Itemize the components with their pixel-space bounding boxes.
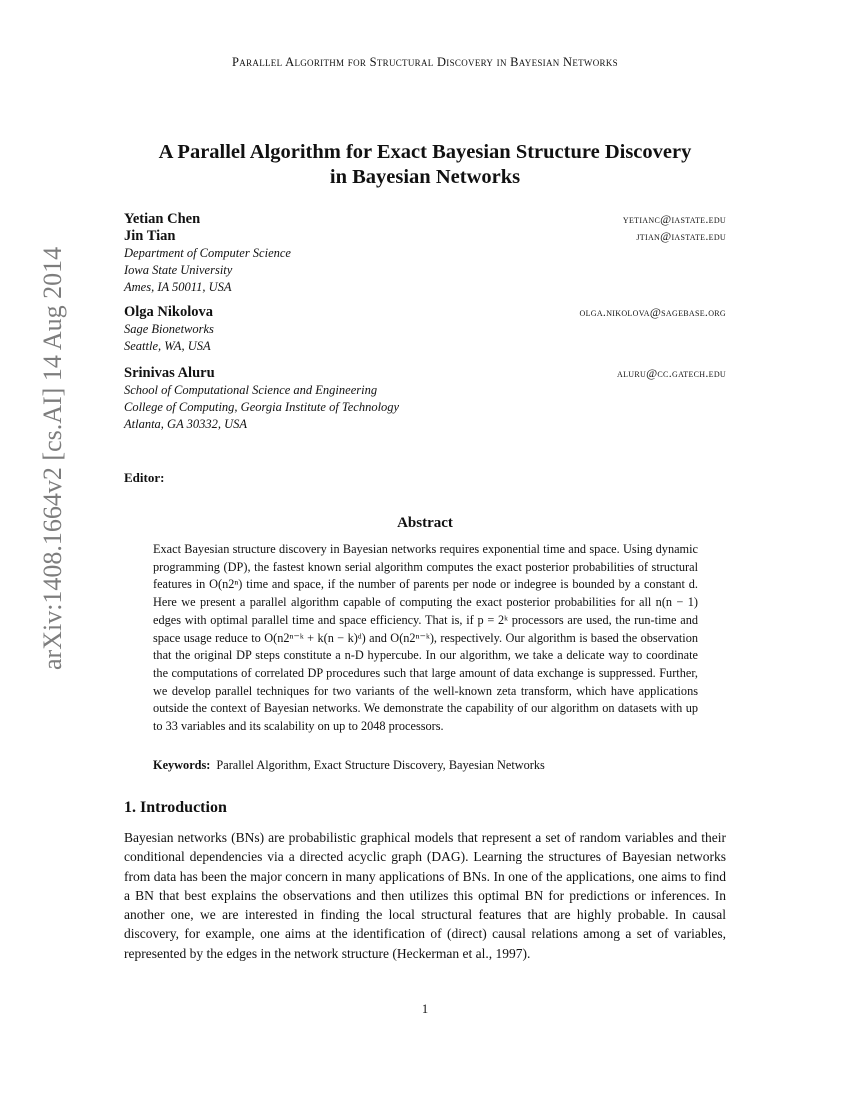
title-line-2: in Bayesian Networks	[329, 166, 521, 188]
affiliation-line: Seattle, WA, USA	[124, 339, 211, 353]
author-email[interactable]: olga.nikolova@sagebase.org	[579, 305, 726, 319]
author-group-gatech	[124, 365, 726, 433]
author-group-sage	[124, 304, 726, 355]
author-email[interactable]: jtian@iastate.edu	[636, 229, 726, 243]
affiliation-line: Atlanta, GA 30332, USA	[124, 417, 248, 431]
author-name: Olga Nikolova	[124, 304, 214, 320]
running-head: Parallel Algorithm for Structural Discovery in Bayesian Networks	[232, 55, 618, 69]
affiliation-line: College of Computing, Georgia Institute of Technology	[124, 400, 400, 414]
author-email[interactable]: yetianc@iastate.edu	[622, 212, 726, 226]
affiliation-line: Department of Computer Science	[124, 246, 291, 260]
affiliation-line: Ames, IA 50011, USA	[124, 280, 232, 294]
keywords-label: Keywords:	[153, 758, 211, 772]
author-name: Srinivas Aluru	[124, 365, 215, 381]
keywords	[153, 758, 698, 773]
page-number: 1	[421, 1002, 429, 1016]
affiliation-line: Iowa State University	[124, 263, 233, 277]
abstract-text: Exact Bayesian structure discovery in Bayesian networks requires exponential time and space. Using dynamic programming (DP), the fastest known serial algorithm computes the exact posterior probabilities of structural features in O(n2ⁿ) time and space, if the number of parents per node or indegree is bounded by a constant d. Here we present a parallel algorithm capable of computing the exact posterior probabilities for all n(n − 1) edges with optimal parallel time and space efficiency. That is, if p = 2ᵏ processors are used, the run-time and space usage reduce to O(n2ⁿ⁻ᵏ + k(n − k)ᵈ) and O(n2ⁿ⁻ᵏ), respectively. Our algorithm is based the observation that the original DP steps constitute a n-D hypercube. In our algorithm, we take a delicate way to coordinate the computations of correlated DP procedures such that large amount of data exchange is suppressed. Further, we develop parallel techniques for two variants of the well-known zeta transform, which have applications outside the context of Bayesian networks. We demonstrate the capability of our algorithm on datasets with up to 33 variables and its scalability on up to 2048 processors.	[153, 542, 698, 734]
affiliation-line: School of Computational Science and Engineering	[124, 383, 378, 397]
keywords-text: Parallel Algorithm, Exact Structure Discovery, Bayesian Networks	[216, 758, 545, 772]
author-name: Jin Tian	[124, 228, 176, 244]
abstract-heading: Abstract	[397, 515, 453, 531]
intro-paragraph: Bayesian networks (BNs) are probabilistic graphical models that represent a set of random variables and their conditional dependencies via a directed acyclic graph (DAG). Learning the structures of Bayesian networks from data has been the major concern in many applications of BNs. In one of the applications, one aims to find a BN that best explains the observations and then utilizes this optimal BN for predictions or inferences. In another one, we are interested in finding the local structural features that are highly probable. In causal discovery, for example, one aims at the identification of (direct) causal relations among a set of variables, represented by the edges in the network structure (Heckerman et al., 1997).	[124, 830, 726, 961]
editor-label: Editor:	[124, 470, 165, 485]
arxiv-stamp: arXiv:1408.1664v2 [cs.AI] 14 Aug 2014	[38, 246, 67, 670]
title-line-1: A Parallel Algorithm for Exact Bayesian Structure Discovery	[158, 141, 692, 163]
section-heading: 1. Introduction	[124, 799, 227, 816]
author-group-iastate	[124, 211, 726, 296]
author-email[interactable]: aluru@cc.gatech.edu	[617, 366, 726, 380]
author-name: Yetian Chen	[124, 211, 201, 227]
affiliation-line: Sage Bionetworks	[124, 322, 214, 336]
paper-title	[100, 140, 750, 190]
